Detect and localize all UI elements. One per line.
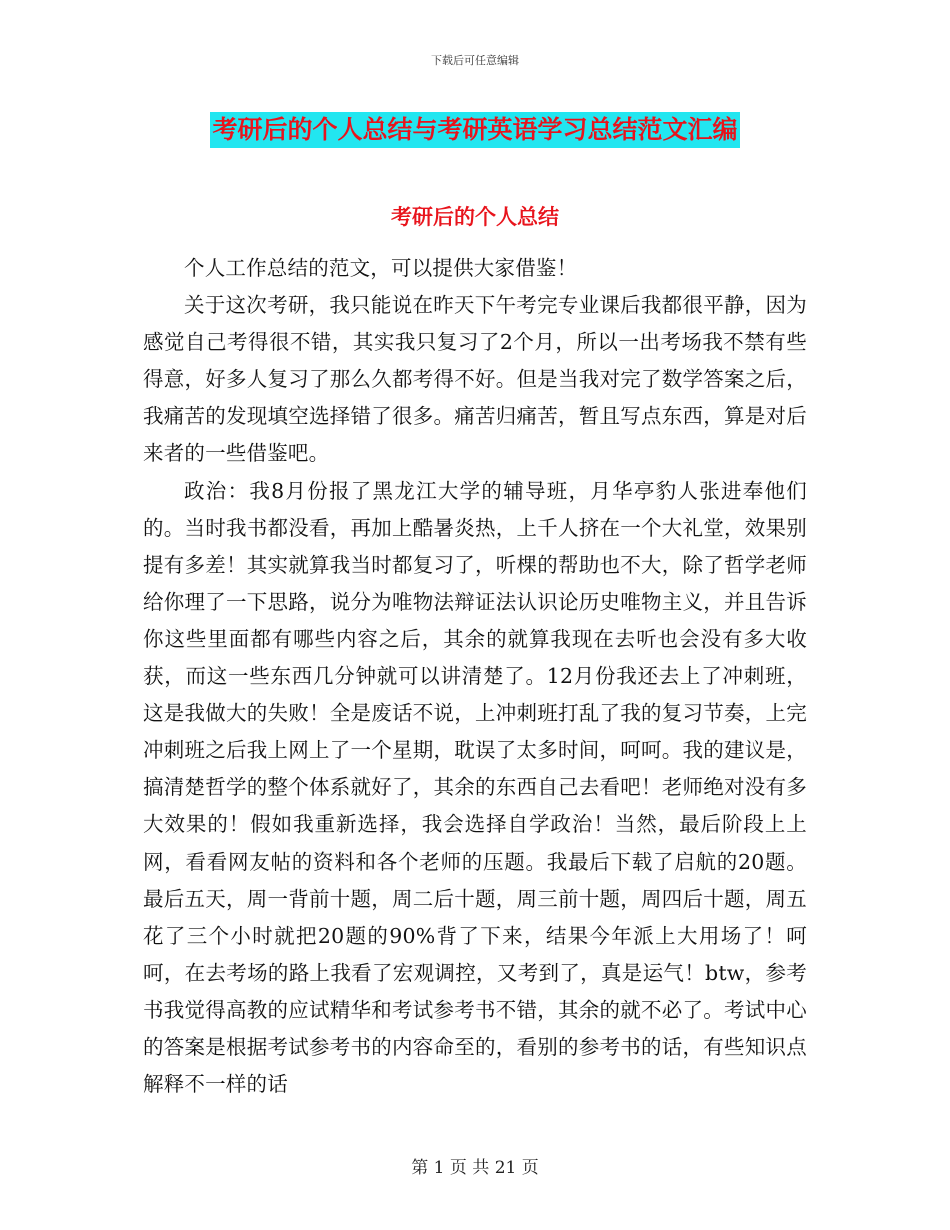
paragraph-intro: 个人工作总结的范文，可以提供大家借鉴！ [184, 256, 578, 280]
document-title-container [0, 112, 950, 148]
paragraph-politics: 政治：我8月份报了黑龙江大学的辅导班，月华亭豹人张进奉他们的。当时我书都没看，再加上酷暑炎热，上千人挤在一个大礼堂，效果别提有多差！其实就算我当时都复习了，听棵的帮助也不大，除了哲学老师给你理了一下思路，说分为唯物法辩证法认识论历史唯物主义，并且告诉你这些里面都有哪些内容之后，其余的就算我现在去听也会没有多大收获，而这一些东西几分钟就可以讲清楚了。12月份我还去上了冲刺班，这是我做大的失败！全是废话不说，上冲刺班打乱了我的复习节奏，上完冲刺班之后我上网上了一个星期，耽误了太多时间，呵呵。我的建议是，搞清楚哲学的整个体系就好了，其余的东西自己去看吧！老师绝对没有多大效果的！假如我重新选择，我会选择自学政治！当然，最后阶段上上网，看看网友帖的资料和各个老师的压题。我最后下载了启航的20题。最后五天，周一背前十题，周二后十题，周三前十题，周四后十题，周五花了三个小时就把20题的90%背了下来，结果今年派上大用场了！呵呵，在去考场的路上我看了宏观调控，又考到了，真是运气！btw，参考书我觉得高教的应试精华和考试参考书不错，其余的就不必了。考试中心的答案是根据考试参考书的内容命至的，看别的参考书的话，有些知识点解释不一样的话 [143, 478, 807, 1097]
page-number-footer: 第 1 页 共 21 页 [411, 1158, 539, 1178]
document-body [143, 250, 807, 1103]
document-title: 考研后的个人总结与考研英语学习总结范文汇编 [210, 112, 739, 148]
section-title: 考研后的个人总结 [391, 205, 559, 229]
page-header-note: 下载后可任意编辑 [431, 54, 519, 67]
paragraph-exam-reflection: 关于这次考研，我只能说在昨天下午考完专业课后我都很平静，因为感觉自己考得很不错，其实我只复习了2个月，所以一出考场我不禁有些得意，好多人复习了那么久都考得不好。但是当我对完了数学答案之后，我痛苦的发现填空选择错了很多。痛苦归痛苦，暂且写点东西，算是对后来者的一些借鉴吧。 [143, 293, 807, 466]
